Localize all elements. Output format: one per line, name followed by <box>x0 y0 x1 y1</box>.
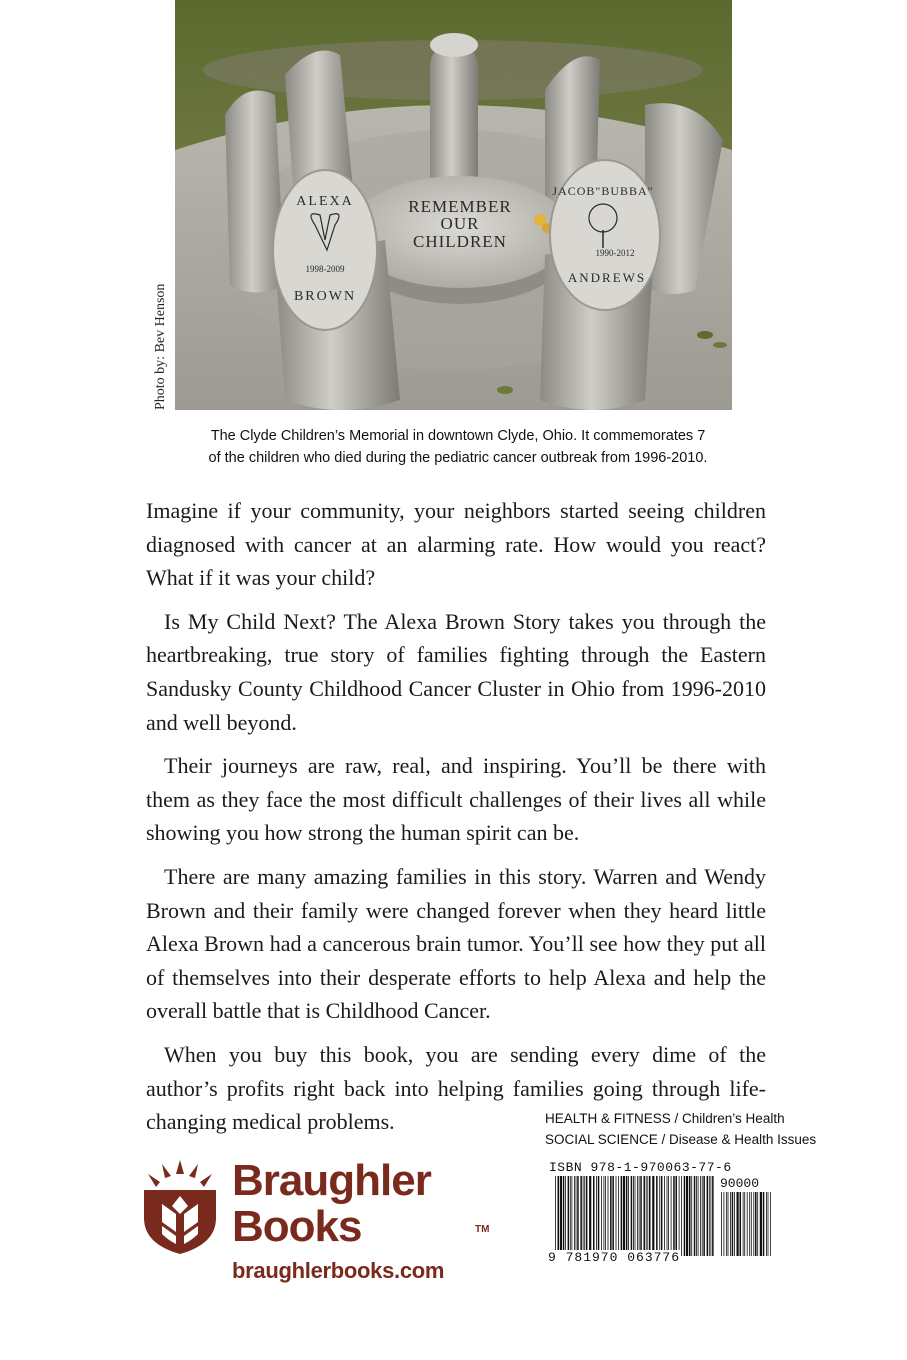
left-stone-top-name: ALEXA <box>296 194 354 209</box>
caption-line-2: of the children who died during the pediatric cancer outbreak from 1996-2010. <box>208 450 708 466</box>
barcode-bar <box>691 1176 692 1256</box>
barcode-bar <box>577 1176 579 1256</box>
barcode-bar <box>637 1176 638 1256</box>
barcode-bar <box>574 1176 575 1256</box>
barcode-bar <box>711 1176 712 1256</box>
barcode-bar <box>626 1176 628 1256</box>
barcode-bar <box>747 1192 748 1256</box>
barcode-bar <box>676 1176 678 1256</box>
right-stone-bottom-name: ANDREWS <box>567 270 647 285</box>
isbn-barcode <box>545 1156 777 1266</box>
price-code: 90000 <box>720 1176 760 1191</box>
barcode-bar <box>584 1176 585 1256</box>
barcode-bar <box>623 1176 625 1256</box>
barcode-bar <box>628 1176 629 1256</box>
barcode-bar <box>744 1192 745 1256</box>
barcode-bar <box>589 1176 591 1256</box>
barcode-bar <box>649 1176 651 1256</box>
barcode-bar <box>766 1192 767 1256</box>
barcode-bar <box>700 1176 701 1256</box>
barcode-bar <box>664 1176 665 1256</box>
barcode-bar <box>608 1176 609 1256</box>
bisac-categories <box>545 1108 816 1150</box>
category-2: SOCIAL SCIENCE / Disease & Health Issues <box>545 1132 817 1147</box>
barcode-bar <box>656 1176 658 1256</box>
trademark-symbol: TM <box>475 1224 490 1235</box>
barcode-bar <box>565 1176 566 1256</box>
barcode-bar <box>757 1192 758 1256</box>
addon-barcode-bars <box>721 1192 771 1256</box>
barcode-bar <box>751 1192 752 1256</box>
barcode-bar <box>610 1176 612 1256</box>
barcode-bar <box>686 1176 688 1256</box>
barcode-bar <box>601 1176 602 1256</box>
publisher-name-line-2: Books <box>232 1202 362 1251</box>
barcode-bar <box>732 1192 734 1256</box>
barcode-bar <box>598 1176 600 1256</box>
barcode-bar <box>647 1176 648 1256</box>
barcode-bar <box>659 1176 660 1256</box>
barcode-bar <box>558 1176 560 1256</box>
barcode-bar <box>635 1176 636 1256</box>
barcode-bar <box>644 1176 646 1256</box>
barcode-bar <box>618 1176 619 1256</box>
barcode-bar <box>671 1176 672 1256</box>
book-description <box>146 494 766 1149</box>
stone-line-3: CHILDREN <box>413 232 507 251</box>
stone-line-2: OUR <box>440 214 480 233</box>
barcode-bar <box>667 1176 668 1256</box>
left-stone-bottom-name: BROWN <box>293 289 357 304</box>
ean-barcode-bars <box>555 1176 715 1256</box>
publisher-name <box>232 1158 431 1250</box>
barcode-bar <box>633 1176 634 1256</box>
barcode-bar <box>570 1176 571 1256</box>
photo-caption <box>138 425 778 469</box>
barcode-bar <box>755 1192 757 1256</box>
barcode-bar <box>681 1176 682 1256</box>
pillar-front-right <box>540 160 660 410</box>
barcode-bar <box>684 1176 686 1256</box>
barcode-bar <box>668 1176 669 1256</box>
barcode-bar <box>689 1176 691 1256</box>
barcode-bar <box>737 1192 739 1256</box>
barcode-bar <box>712 1176 714 1256</box>
barcode-bar <box>616 1176 617 1256</box>
barcode-bar <box>673 1176 675 1256</box>
stone-line-1: REMEMBER <box>408 197 512 216</box>
barcode-bar <box>749 1192 750 1256</box>
barcode-bar <box>703 1176 705 1256</box>
barcode-bar <box>768 1192 769 1256</box>
barcode-bar <box>639 1176 640 1256</box>
barcode-bar <box>640 1176 642 1256</box>
photo-credit: Photo by: Bev Henson <box>153 283 168 410</box>
barcode-bar <box>702 1176 703 1256</box>
barcode-bar <box>679 1176 680 1256</box>
barcode-bar <box>734 1192 735 1256</box>
barcode-bar <box>770 1192 771 1256</box>
left-stone-years: 1998-2009 <box>305 264 345 274</box>
barcode-bar <box>709 1176 710 1256</box>
caption-line-1: The Clyde Children’s Memorial in downtown Clyde, Ohio. It commemorates 7 <box>210 428 706 444</box>
ean-digits: 9 781970 063776 <box>548 1250 681 1265</box>
paragraph-3: Their journeys are raw, real, and inspiring. You’ll be there with them as they face the most difficult challenges of their lives all while showing you how strong the human spirit can be. <box>146 753 766 846</box>
barcode-bar <box>743 1192 744 1256</box>
barcode-bar <box>698 1176 699 1256</box>
isbn-label: ISBN 978-1-970063-77-6 <box>549 1160 732 1175</box>
barcode-bar <box>728 1192 729 1256</box>
barcode-bar <box>563 1176 565 1256</box>
barcode-bar <box>555 1176 556 1256</box>
barcode-bar <box>696 1176 697 1256</box>
barcode-bar <box>661 1176 663 1256</box>
publisher-logo <box>140 1158 520 1298</box>
barcode-bar <box>721 1192 722 1256</box>
barcode-bar <box>753 1192 754 1256</box>
barcode-bar <box>612 1176 614 1256</box>
barcode-bar <box>604 1176 605 1256</box>
paragraph-5: When you buy this book, you are sending every dime of the author’s profits right back into helping families going through life-changing medical problems. <box>146 1041 766 1135</box>
right-stone-years: 1990-2012 <box>595 248 635 258</box>
barcode-bar <box>568 1176 570 1256</box>
barcode-bar <box>596 1176 597 1256</box>
right-stone-top-name: JACOB"BUBBA" <box>552 184 654 198</box>
barcode-bar <box>707 1176 709 1256</box>
wheat-shield-icon <box>140 1158 220 1256</box>
barcode-bar <box>760 1192 762 1256</box>
publisher-url: braughlerbooks.com <box>232 1258 445 1283</box>
paragraph-1: Imagine if your community, your neighbors started seeing children diagnosed with cancer at an alarming rate. How would you react? What if it was your child? <box>146 498 766 591</box>
barcode-bar <box>646 1176 647 1256</box>
barcode-bar <box>572 1176 573 1256</box>
barcode-bar <box>652 1176 654 1256</box>
barcode-bar <box>593 1176 595 1256</box>
barcode-bar <box>583 1176 584 1256</box>
paragraph-2: Is My Child Next? The Alexa Brown Story takes you through the heartbreaking, true story of families fighting through the Eastern Sandusky County Childhood Cancer Cluster in Ohio from 1996-2010 and well beyond. <box>146 608 766 735</box>
memorial-illustration <box>175 0 732 410</box>
barcode-bar <box>631 1176 633 1256</box>
barcode-bar <box>560 1176 562 1256</box>
barcode-bar <box>730 1192 731 1256</box>
barcode-bar <box>580 1176 582 1256</box>
barcode-bar <box>605 1176 606 1256</box>
barcode-bar <box>694 1176 696 1256</box>
publisher-name-line-1: Braughler <box>232 1156 431 1205</box>
paragraph-4: There are many amazing families in this story. Warren and Wendy Brown and their family were changed forever when they heard little Alexa Brown had a cancerous brain tumor. You’ll see how they put all of themselves into their desperate efforts to help Alexa and help the overall battle that is Childhood Cancer. <box>146 863 766 1024</box>
category-1: HEALTH & FITNESS / Children’s Health <box>545 1111 785 1126</box>
barcode-bar <box>740 1192 742 1256</box>
pillar-back-center <box>430 33 478 195</box>
barcode-bar <box>576 1176 577 1256</box>
barcode-bar <box>763 1192 765 1256</box>
barcode-bar <box>586 1176 588 1256</box>
memorial-photo <box>175 0 732 410</box>
barcode-bar <box>726 1192 727 1256</box>
barcode-bar <box>724 1192 725 1256</box>
barcode-bar <box>621 1176 623 1256</box>
